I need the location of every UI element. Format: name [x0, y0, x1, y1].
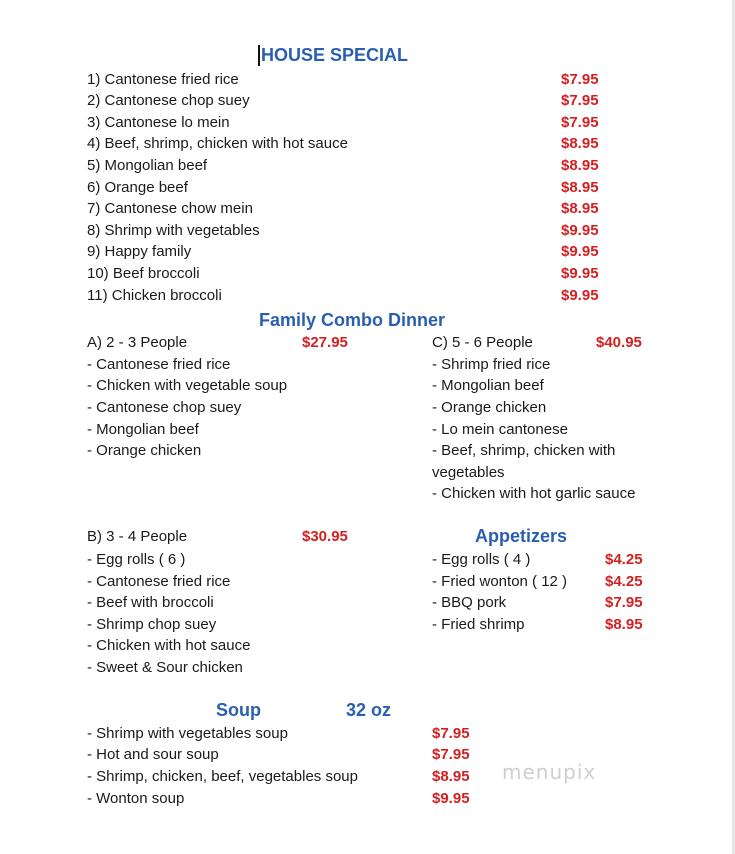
combo-c-item: - Mongolian beef: [432, 377, 544, 394]
combo-c-price: $40.95: [596, 334, 642, 351]
house-item-name: 8) Shrimp with vegetables: [87, 222, 260, 239]
house-item-price: $8.95: [561, 179, 599, 196]
house-item-price: $7.95: [561, 92, 599, 109]
combo-c-label: C) 5 - 6 People: [432, 334, 533, 351]
soup-name: - Shrimp with vegetables soup: [87, 725, 288, 742]
house-item-price: $8.95: [561, 135, 599, 152]
house-item-price: $7.95: [561, 71, 599, 88]
combo-b-item: - Egg rolls ( 6 ): [87, 551, 186, 568]
combo-b-item: - Chicken with hot sauce: [87, 637, 251, 654]
family-combo-title: Family Combo Dinner: [259, 310, 446, 330]
house-item-price: $9.95: [561, 243, 599, 260]
combo-b-price: $30.95: [302, 528, 348, 545]
house-item-name: 6) Orange beef: [87, 179, 188, 196]
combo-a-item: - Cantonese chop suey: [87, 399, 242, 416]
combo-c-item: - Lo mein cantonese: [432, 421, 568, 438]
combo-b-label: B) 3 - 4 People: [87, 528, 188, 545]
menupix-watermark: menupix: [502, 760, 597, 784]
soup-name: - Wonton soup: [87, 790, 185, 807]
house-item-name: 2) Cantonese chop suey: [87, 92, 250, 109]
soup-title: Soup: [216, 700, 261, 720]
text-cursor: [258, 45, 260, 66]
appetizer-name: - BBQ pork: [432, 594, 507, 611]
house-item-name: 10) Beef broccoli: [87, 265, 200, 282]
house-item-price: $9.95: [561, 222, 599, 239]
house-item-price: $8.95: [561, 157, 599, 174]
house-special-title: HOUSE SPECIAL: [261, 45, 409, 65]
combo-b-item: - Shrimp chop suey: [87, 616, 217, 633]
combo-a-item: - Chicken with vegetable soup: [87, 377, 288, 394]
combo-c-item: - Shrimp fried rice: [432, 356, 551, 373]
house-item-name: 4) Beef, shrimp, chicken with hot sauce: [87, 135, 348, 152]
house-item-price: $8.95: [561, 200, 599, 217]
house-item-name: 7) Cantonese chow mein: [87, 200, 253, 217]
house-item-price: $9.95: [561, 287, 599, 304]
appetizer-price: $8.95: [605, 616, 643, 633]
combo-a-item: - Orange chicken: [87, 442, 202, 459]
combo-a-price: $27.95: [302, 334, 348, 351]
soup-price: $8.95: [432, 768, 470, 785]
combo-b-item: - Cantonese fried rice: [87, 573, 231, 590]
combo-c-item: vegetables: [432, 464, 505, 481]
house-item-name: 11) Chicken broccoli: [87, 287, 222, 304]
house-item-price: $7.95: [561, 114, 599, 131]
house-item-name: 1) Cantonese fried rice: [87, 71, 239, 88]
combo-a-label: A) 2 - 3 People: [87, 334, 188, 351]
house-item-name: 5) Mongolian beef: [87, 157, 208, 174]
combo-c-item: - Orange chicken: [432, 399, 547, 416]
combo-b-item: - Beef with broccoli: [87, 594, 214, 611]
appetizer-name: - Fried wonton ( 12 ): [432, 573, 568, 590]
soup-size: 32 oz: [346, 700, 392, 720]
house-item-price: $9.95: [561, 265, 599, 282]
soup-price: $7.95: [432, 746, 470, 763]
combo-c-item: - Chicken with hot garlic sauce: [432, 485, 636, 502]
soup-name: - Hot and sour soup: [87, 746, 219, 763]
house-item-name: 3) Cantonese lo mein: [87, 114, 230, 131]
appetizer-name: - Fried shrimp: [432, 616, 525, 633]
soup-price: $7.95: [432, 725, 470, 742]
combo-b-item: - Sweet & Sour chicken: [87, 659, 243, 676]
combo-c-item: - Beef, shrimp, chicken with: [432, 442, 616, 459]
appetizers-title: Appetizers: [475, 526, 568, 546]
soup-name: - Shrimp, chicken, beef, vegetables soup: [87, 768, 358, 785]
house-item-name: 9) Happy family: [87, 243, 192, 260]
combo-a-item: - Cantonese fried rice: [87, 356, 231, 373]
appetizer-price: $7.95: [605, 594, 643, 611]
appetizer-price: $4.25: [605, 573, 643, 590]
combo-a-item: - Mongolian beef: [87, 421, 199, 438]
appetizer-price: $4.25: [605, 551, 643, 568]
soup-price: $9.95: [432, 790, 470, 807]
appetizer-name: - Egg rolls ( 4 ): [432, 551, 531, 568]
